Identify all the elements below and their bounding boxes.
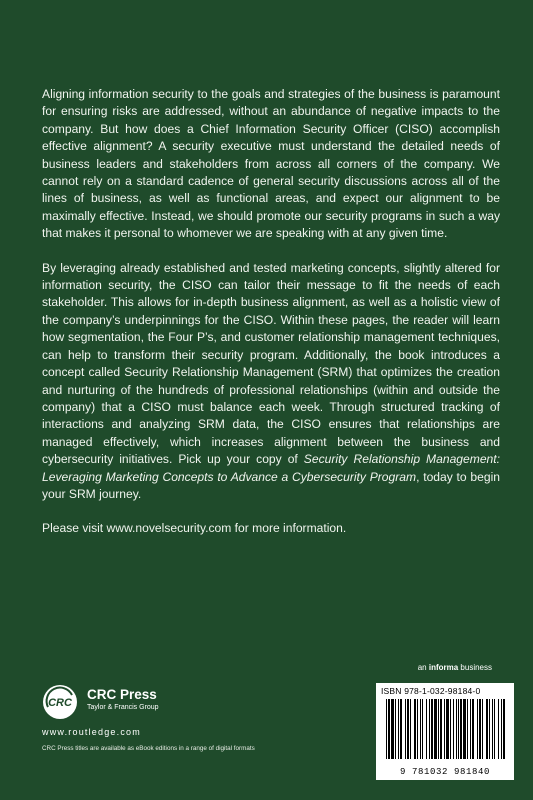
imprint-brand: informa: [428, 663, 459, 672]
cover-blurb: [42, 86, 500, 555]
isbn-barcode: [376, 683, 514, 780]
imprint-suffix: business: [460, 663, 492, 672]
barcode-bar: [400, 699, 402, 759]
imprint-prefix: an: [417, 663, 427, 672]
barcode-bar: [498, 699, 499, 759]
blurb-paragraph-2: [42, 260, 500, 504]
blurb-paragraph-2-start: By leveraging already established and tested marketing concepts, slightly altered for information security, the CISO can tailor their message to fit the needs of each stakeholder. This allows for in-depth business alignment, as well as a holistic view of the company’s underpinnings for the CISO. Within these pages, the reader will learn how segmentation, the Four P’s, and customer relationship management techniques, can help to transform their security program. Additionally, the book introduces a concept called Security Relationship Management (SRM) that optimizes the creation and nurturing of the hundreds of professional relationships (within and outside the company) that a CISO must balance each week. Through structured tracking of interactions and analyzing SRM data, the CISO ensures that relationships are managed effectively, which increases alignment between the business and cybersecurity initiatives. Pick up your copy of: [42, 260, 500, 467]
isbn-digits: 9 781032 981840: [399, 767, 490, 777]
barcode-bar: [414, 699, 416, 759]
barcode-bar: [431, 699, 433, 759]
informa-imprint: [418, 663, 492, 672]
barcode-bar: [391, 699, 394, 759]
barcode-bar: [444, 699, 445, 759]
barcode-bar: [463, 699, 466, 759]
barcode-bar: [472, 699, 474, 759]
barcode-bar: [489, 699, 490, 759]
barcode-bar: [453, 699, 454, 759]
barcode-bar: [446, 699, 449, 759]
barcode-bar: [460, 699, 462, 759]
book-title: Security Relationship Management: Leveraging Marketing Concepts to Advance a Cybersecurity Program: [42, 452, 500, 484]
barcode-bar: [501, 699, 502, 759]
crc-logo-icon: [42, 684, 78, 720]
publisher-group: Taylor & Francis Group: [87, 704, 159, 711]
barcode-bar: [417, 699, 418, 759]
barcode-bar: [410, 699, 411, 759]
barcode-bar: [398, 699, 399, 759]
barcode-bar: [486, 699, 488, 759]
barcode-bar: [438, 699, 439, 759]
barcode-bar: [492, 699, 493, 759]
blurb-paragraph-2-end: , today to begin your SRM journey.: [42, 469, 501, 501]
blurb-paragraph-3: Please visit www.novelsecurity.com for more information.: [42, 521, 347, 536]
barcode-bar: [422, 699, 423, 759]
barcode-bar: [426, 699, 427, 759]
barcode-bar: [494, 699, 495, 759]
barcode-bar: [479, 699, 481, 759]
barcode-bar: [477, 699, 478, 759]
barcode-bar: [482, 699, 483, 759]
barcode-bar: [429, 699, 430, 759]
barcode-bar: [386, 699, 387, 759]
isbn-label: ISBN 978-1-032-98184-0: [381, 686, 481, 696]
publisher-url: www.routledge.com: [42, 727, 141, 737]
barcode-bar: [388, 699, 390, 759]
ebook-note: CRC Press titles are available as eBook editions in a range of digital formats: [42, 745, 255, 752]
barcode-bar: [395, 699, 396, 759]
barcode-bar: [434, 699, 437, 759]
barcode-bar: [503, 699, 505, 759]
barcode-bar: [440, 699, 442, 759]
crc-logo-text: CRC: [48, 697, 72, 709]
barcode-bar: [405, 699, 406, 759]
barcode-bar: [458, 699, 459, 759]
barcode-bar: [450, 699, 451, 759]
barcode-bars: [380, 699, 510, 763]
barcode-bar: [456, 699, 457, 759]
publisher-name: CRC Press: [87, 687, 157, 702]
blurb-paragraph-1: Aligning information security to the goals and strategies of the business is paramount for ensuring risks are addressed, without an abundance of negative impacts to the company. But how does a Chief Information Security Officer (CISO) accomplish effective alignment? A security executive must understand the detailed needs of business leaders and stakeholders from across all corners of the company. We cannot rely on a standard cadence of general security discussions across all of the lines of business, as well as functional areas, and expect our alignment to be maximally effective. Instead, we should promote our security programs in such a way that makes it personal to whomever we are speaking with at any given time.: [42, 87, 500, 241]
barcode-bar: [470, 699, 471, 759]
barcode-bar: [407, 699, 409, 759]
barcode-bar: [467, 699, 468, 759]
barcode-bar: [420, 699, 421, 759]
